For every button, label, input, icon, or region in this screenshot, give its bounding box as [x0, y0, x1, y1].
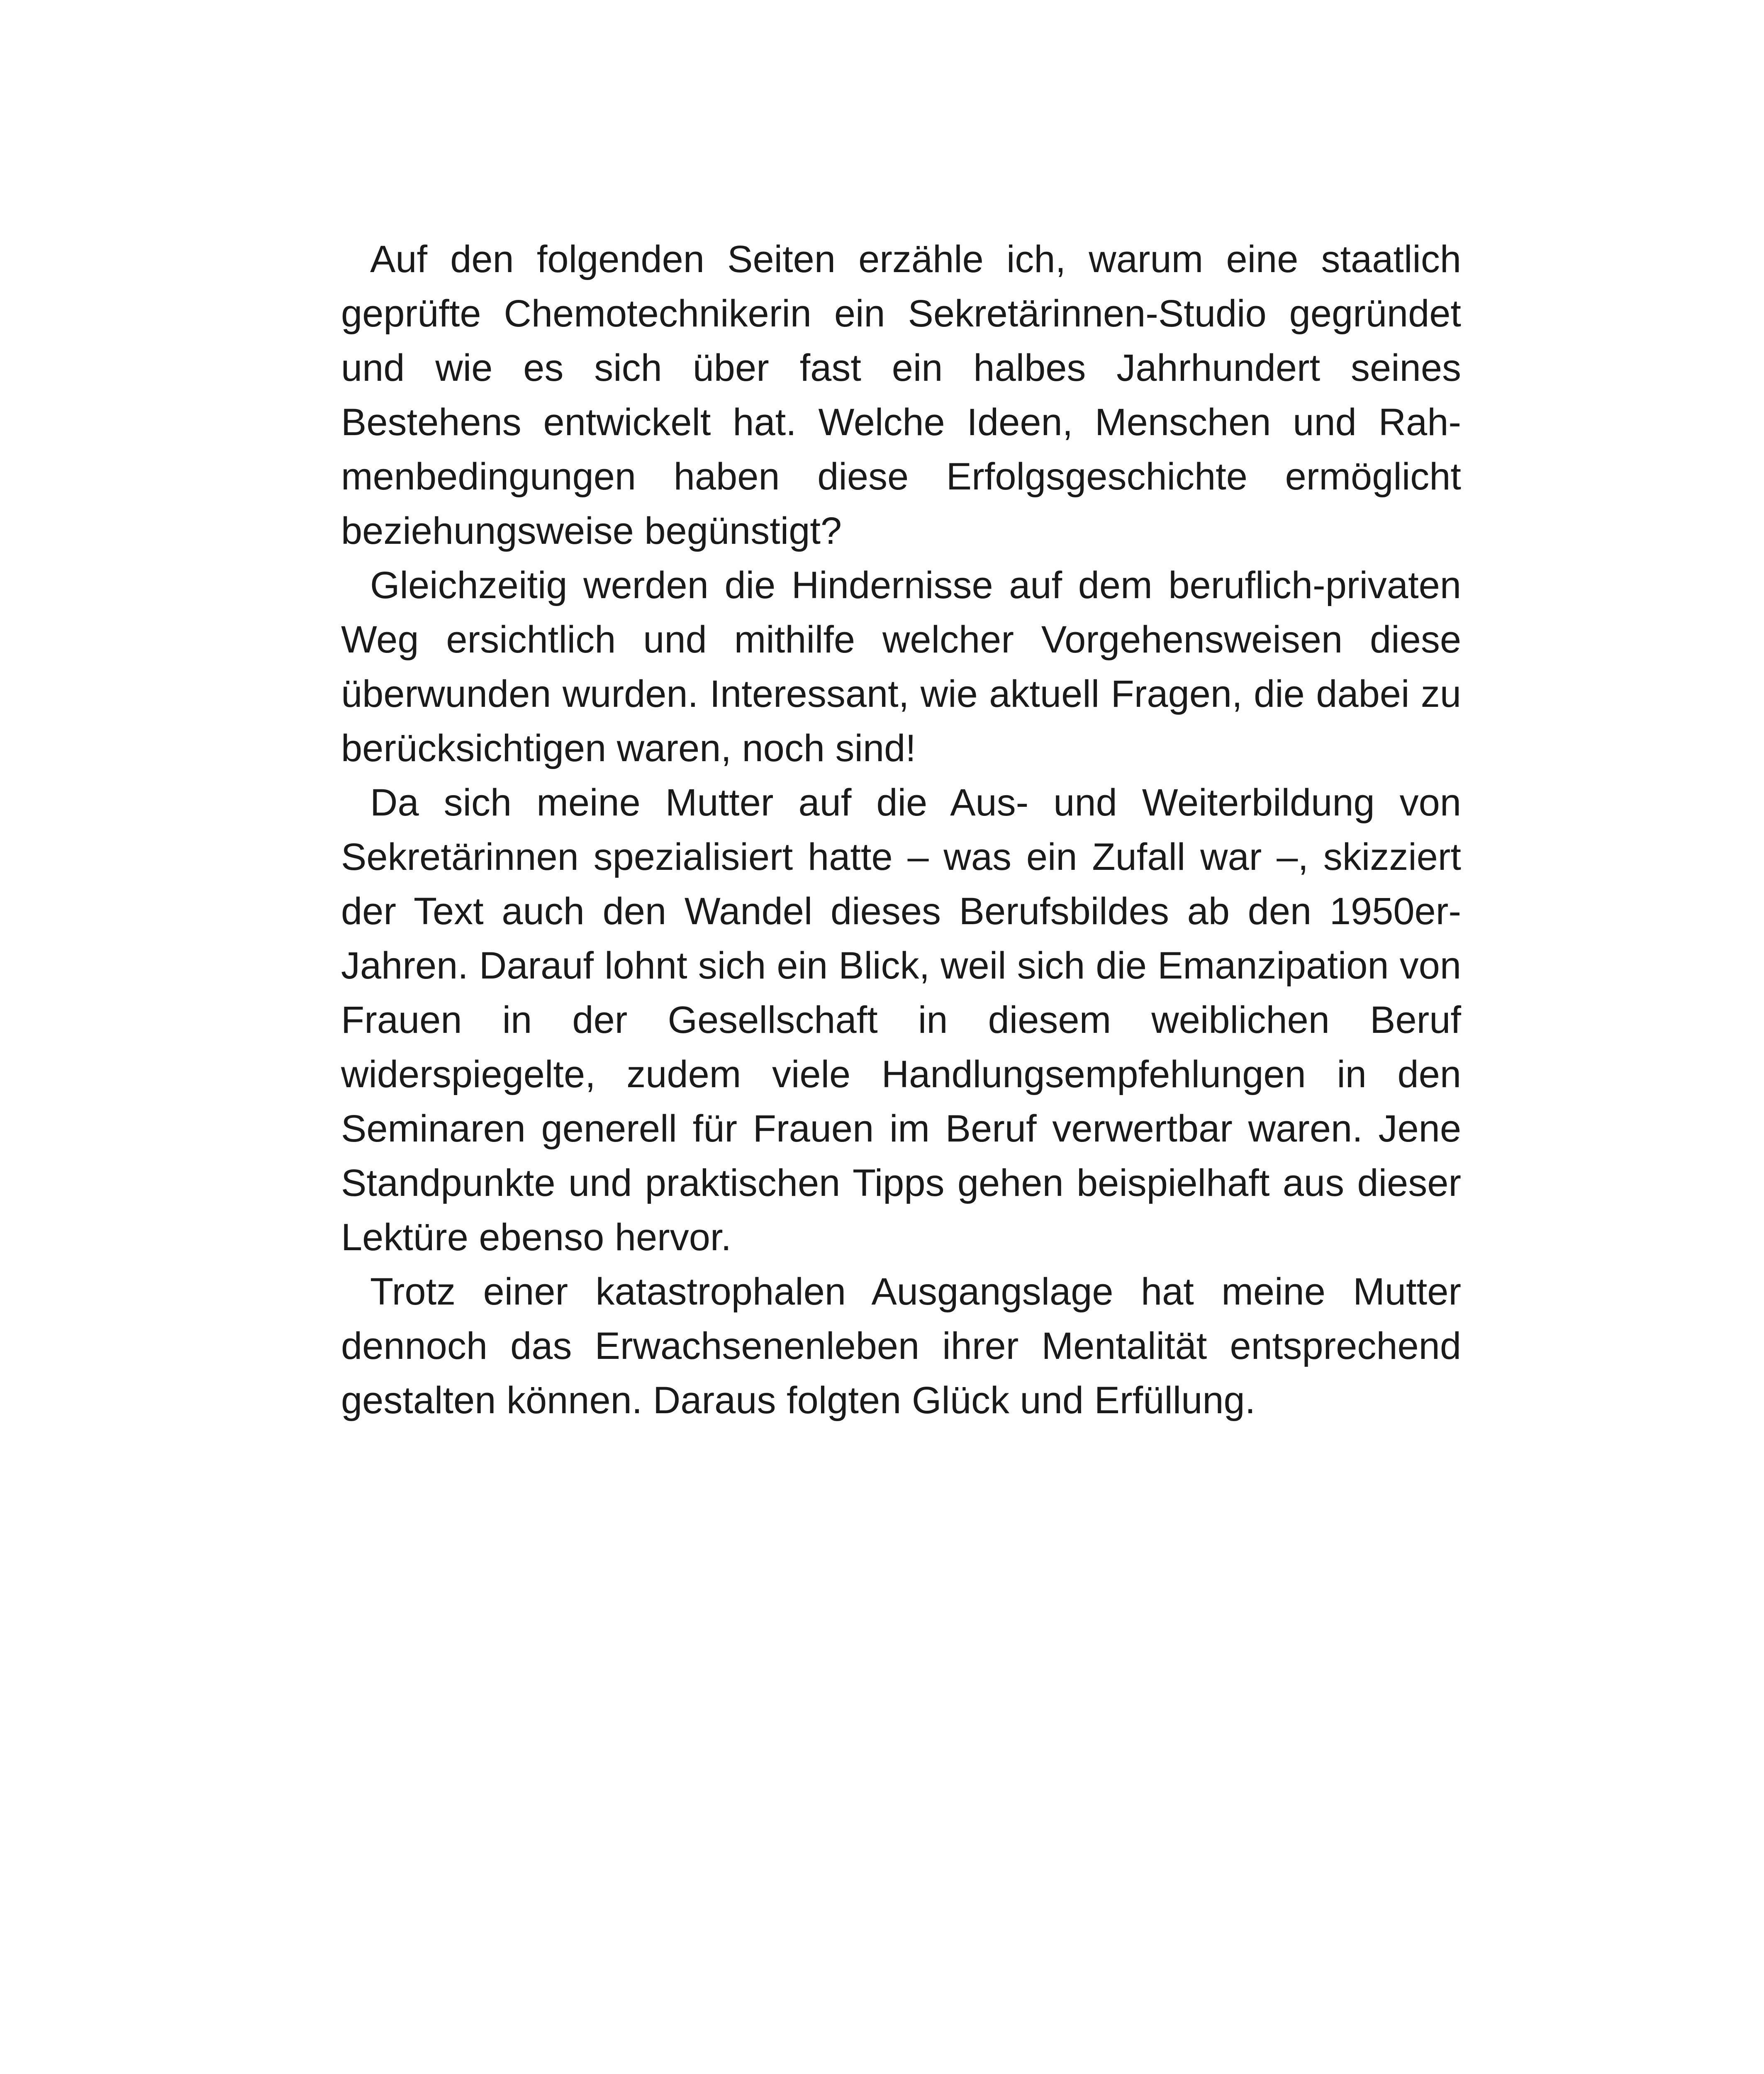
paragraph-2: Gleichzeitig werden die Hindernisse auf dem beruflich-privaten Weg ersichtlich und mithilfe welcher Vorgehensweisen diese überwunden wurden. Interessant, wie aktuell Fragen, die dabei zu berücksichtigen waren, noch sind!	[341, 564, 1461, 769]
paragraph-1: Auf den folgenden Seiten erzähle ich, warum eine staatlich geprüfte Chemotechnikerin ein Sekretärinnen-Studio gegründet und wie es sich über fast ein halbes Jahrhundert seines Bestehens entwickelt hat. Welche Ideen, Menschen und Rahmenbedingungen haben diese Erfolgsgeschichte ermöglicht beziehungsweise begünstigt?	[341, 238, 1461, 552]
body-text	[341, 232, 1461, 1428]
paragraph-4: Trotz einer katastrophalen Ausgangslage hat meine Mutter dennoch das Erwachsenenleben ihrer Mentalität entsprechend gestalten können. Daraus folgten Glück und Erfüllung.	[341, 1271, 1461, 1422]
paragraph-3: Da sich meine Mutter auf die Aus- und Weiterbildung von Sekretärinnen spezialisiert hatte – was ein Zufall war –, skizziert der Text auch den Wandel dieses Berufsbildes ab den 1950er-Jahren. Darauf lohnt sich ein Blick, weil sich die Emanzipation von Frauen in der Gesellschaft in diesem weiblichen Beruf widerspiegelte, zudem viele Handlungsempfehlungen in den Seminaren generell für Frauen im Beruf verwertbar waren. Jene Standpunkte und praktischen Tipps gehen beispielhaft aus dieser Lektüre ebenso hervor.	[341, 781, 1461, 1259]
